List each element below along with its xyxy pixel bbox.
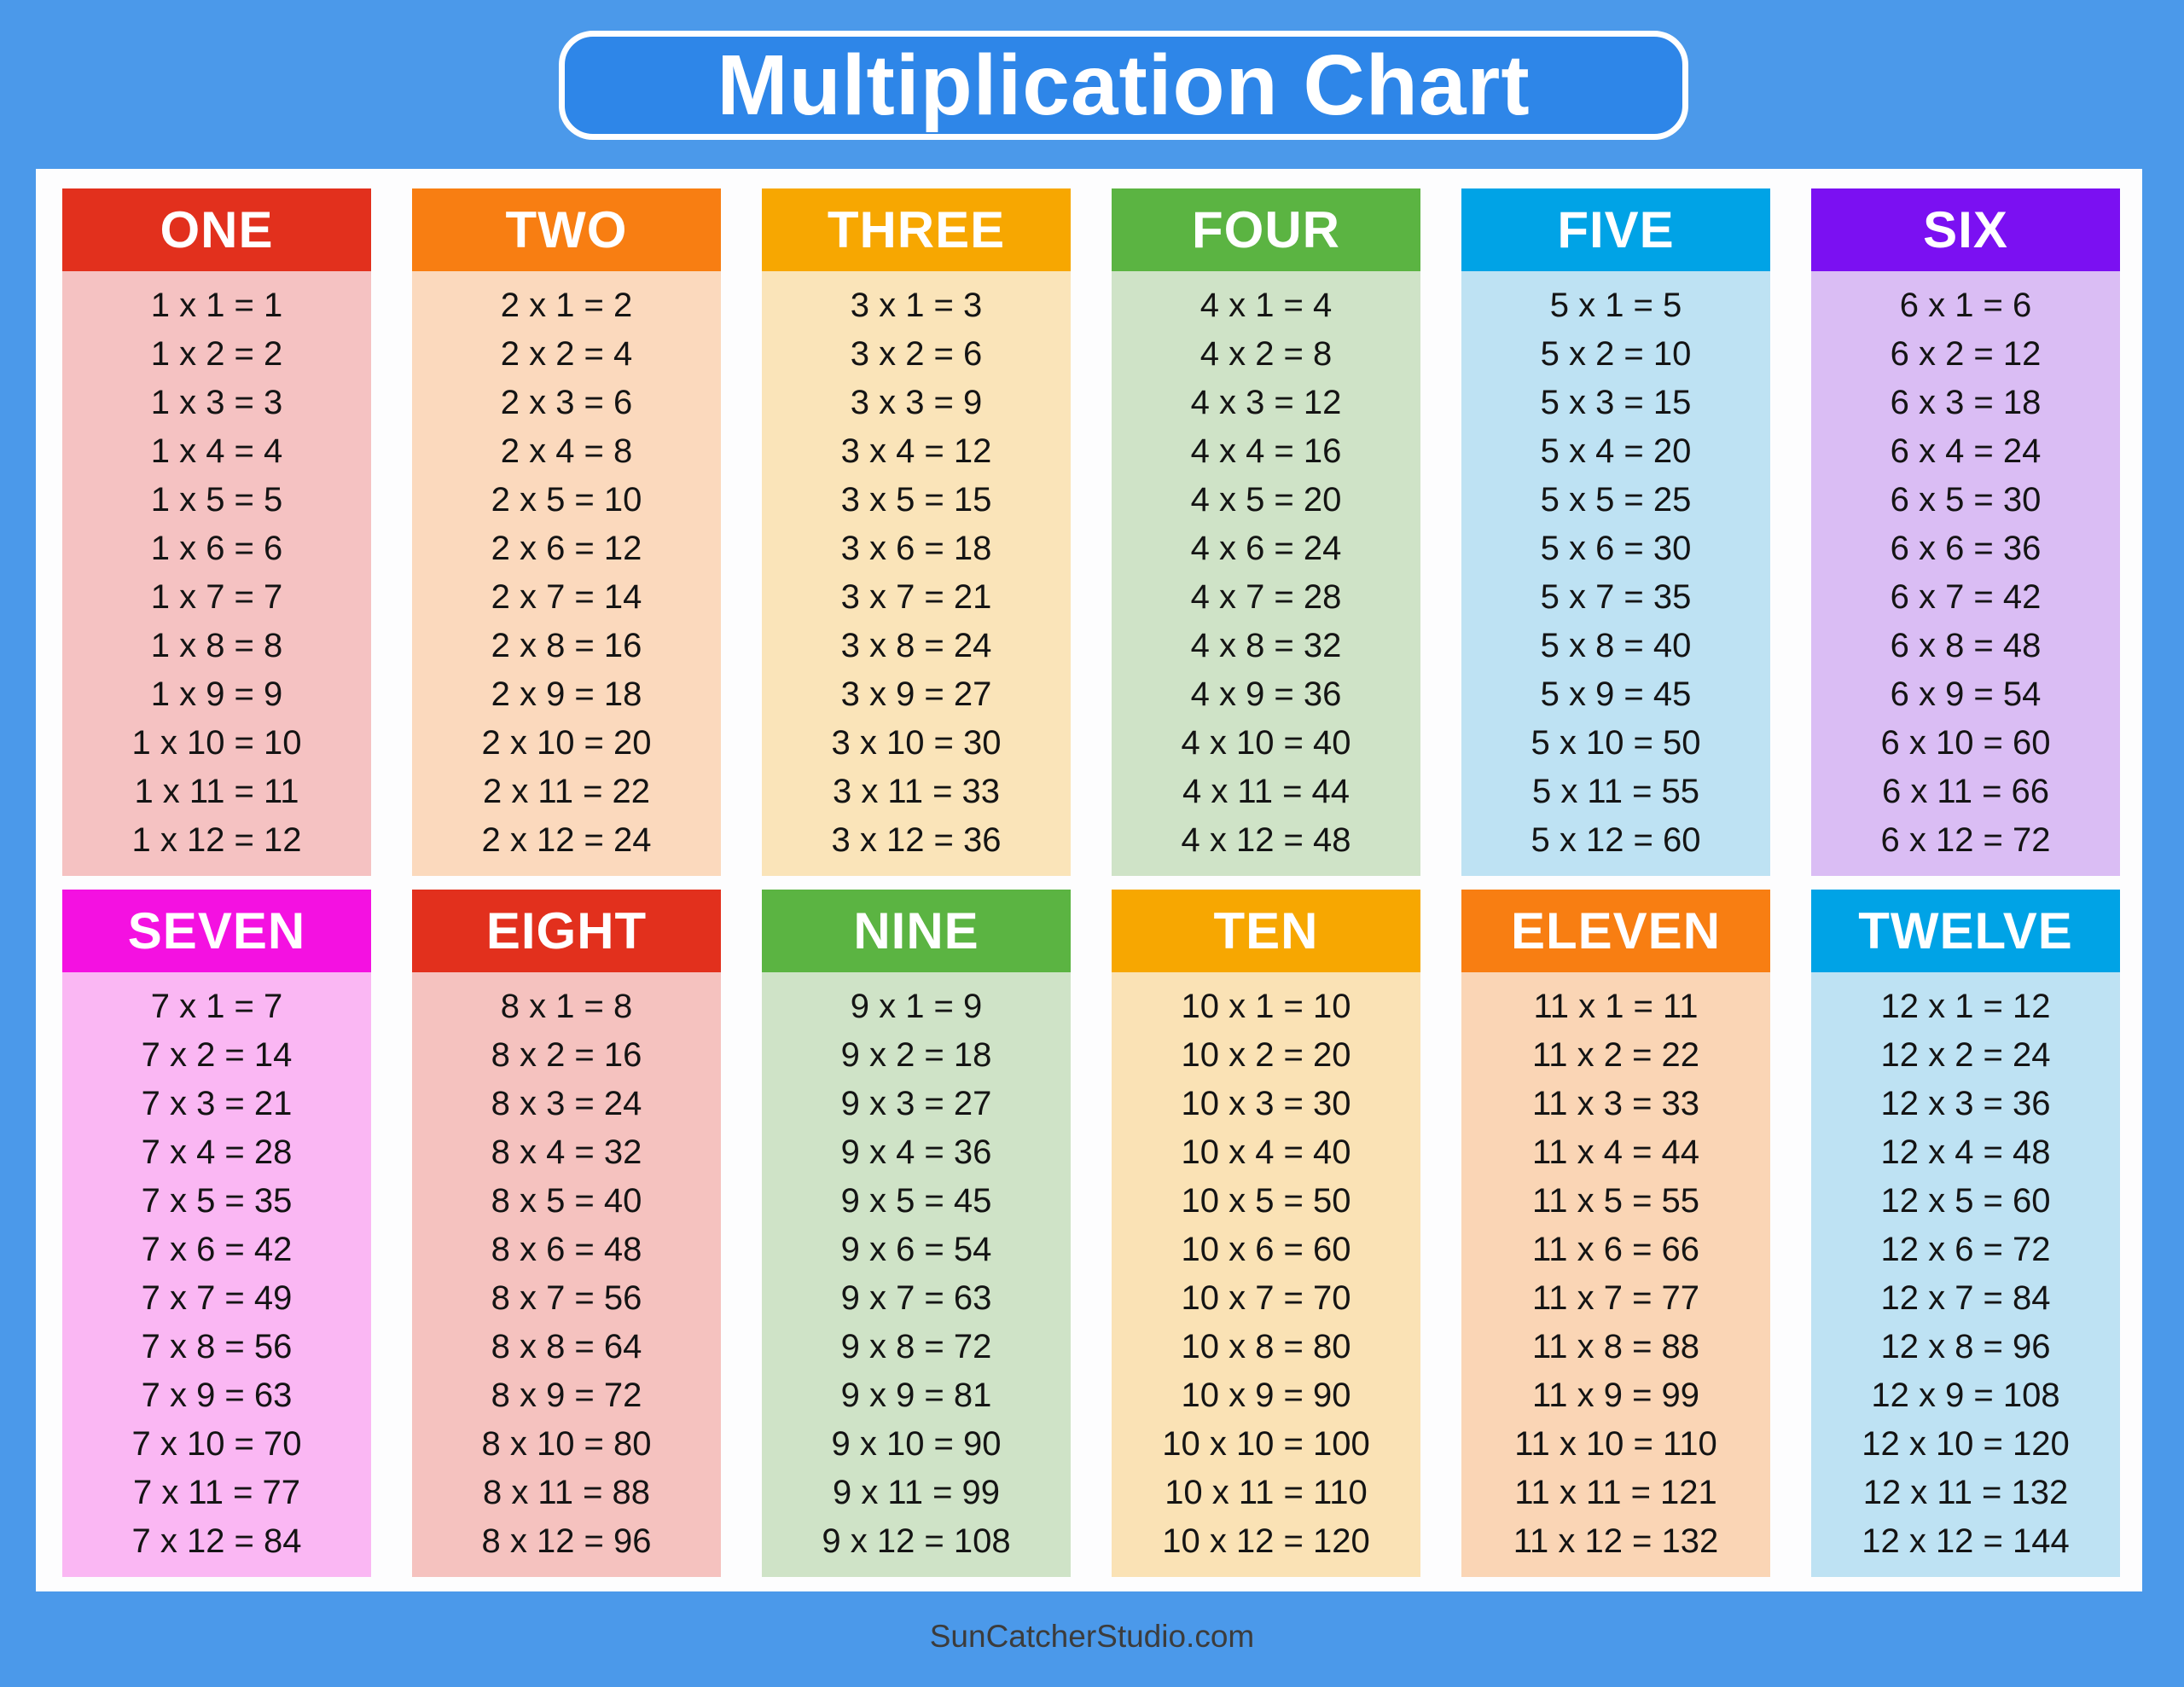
multiplication-fact: 10 x 7 = 70 — [1181, 1279, 1351, 1317]
multiplication-fact: 4 x 4 = 16 — [1190, 432, 1342, 470]
multiplication-fact: 7 x 8 = 56 — [141, 1328, 293, 1365]
multiplication-fact: 6 x 7 = 42 — [1890, 578, 2042, 616]
table-body — [1112, 972, 1420, 1577]
multiplication-fact: 9 x 5 = 45 — [840, 1182, 992, 1220]
multiplication-fact: 8 x 10 = 80 — [481, 1425, 652, 1463]
multiplication-fact: 4 x 11 = 44 — [1182, 773, 1350, 810]
multiplication-fact: 12 x 9 = 108 — [1871, 1377, 2060, 1414]
table-body — [1811, 271, 2120, 876]
multiplication-fact: 2 x 2 = 4 — [500, 335, 633, 373]
tables-grid — [62, 188, 2122, 1577]
multiplication-fact: 1 x 7 = 7 — [150, 578, 283, 616]
table-body — [412, 271, 721, 876]
multiplication-fact: 5 x 8 = 40 — [1540, 627, 1692, 664]
multiplication-fact: 5 x 11 = 55 — [1531, 773, 1700, 810]
multiplication-fact: 5 x 1 = 5 — [1549, 287, 1682, 324]
multiplication-fact: 11 x 2 = 22 — [1531, 1036, 1700, 1074]
multiplication-fact: 6 x 12 = 72 — [1880, 821, 2051, 859]
multiplication-fact: 7 x 3 = 21 — [141, 1085, 293, 1122]
multiplication-fact: 11 x 5 = 55 — [1531, 1182, 1700, 1220]
multiplication-fact: 2 x 5 = 10 — [491, 481, 642, 519]
multiplication-fact: 4 x 9 = 36 — [1190, 675, 1342, 713]
multiplication-fact: 5 x 5 = 25 — [1540, 481, 1692, 519]
table-header: THREE — [762, 188, 1071, 271]
multiplication-fact: 6 x 10 = 60 — [1880, 724, 2051, 762]
times-table-three — [762, 188, 1071, 876]
multiplication-fact: 8 x 3 = 24 — [491, 1085, 642, 1122]
multiplication-fact: 3 x 5 = 15 — [840, 481, 992, 519]
multiplication-fact: 5 x 6 = 30 — [1540, 530, 1692, 567]
table-header: ELEVEN — [1461, 890, 1770, 972]
times-table-twelve — [1811, 890, 2120, 1577]
table-header: TWELVE — [1811, 890, 2120, 972]
multiplication-fact: 9 x 7 = 63 — [840, 1279, 992, 1317]
multiplication-fact: 5 x 7 = 35 — [1540, 578, 1692, 616]
multiplication-fact: 9 x 4 = 36 — [840, 1133, 992, 1171]
multiplication-fact: 4 x 3 = 12 — [1190, 384, 1342, 421]
multiplication-fact: 12 x 5 = 60 — [1880, 1182, 2051, 1220]
multiplication-fact: 4 x 1 = 4 — [1199, 287, 1333, 324]
multiplication-fact: 3 x 12 = 36 — [831, 821, 1002, 859]
multiplication-fact: 12 x 2 = 24 — [1880, 1036, 2051, 1074]
multiplication-fact: 7 x 2 = 14 — [141, 1036, 293, 1074]
multiplication-fact: 9 x 1 = 9 — [850, 988, 983, 1025]
table-body — [1112, 271, 1420, 876]
multiplication-fact: 10 x 10 = 100 — [1162, 1425, 1370, 1463]
multiplication-fact: 3 x 8 = 24 — [840, 627, 992, 664]
times-table-six — [1811, 188, 2120, 876]
multiplication-fact: 7 x 6 = 42 — [141, 1231, 293, 1268]
times-table-four — [1112, 188, 1420, 876]
multiplication-fact: 11 x 3 = 33 — [1531, 1085, 1700, 1122]
multiplication-fact: 5 x 10 = 50 — [1531, 724, 1701, 762]
multiplication-fact: 9 x 10 = 90 — [831, 1425, 1002, 1463]
multiplication-fact: 11 x 6 = 66 — [1531, 1231, 1700, 1268]
multiplication-fact: 5 x 12 = 60 — [1531, 821, 1701, 859]
multiplication-fact: 12 x 1 = 12 — [1880, 988, 2051, 1025]
multiplication-fact: 6 x 9 = 54 — [1890, 675, 2042, 713]
multiplication-fact: 1 x 11 = 11 — [134, 773, 299, 810]
multiplication-fact: 2 x 7 = 14 — [491, 578, 642, 616]
multiplication-fact: 7 x 4 = 28 — [141, 1133, 293, 1171]
multiplication-fact: 11 x 11 = 121 — [1514, 1474, 1717, 1511]
multiplication-fact: 8 x 6 = 48 — [491, 1231, 642, 1268]
multiplication-fact: 12 x 6 = 72 — [1880, 1231, 2051, 1268]
tables-panel — [36, 169, 2142, 1591]
multiplication-fact: 10 x 5 = 50 — [1181, 1182, 1351, 1220]
multiplication-fact: 12 x 12 = 144 — [1862, 1522, 2070, 1560]
multiplication-fact: 1 x 12 = 12 — [131, 821, 302, 859]
multiplication-fact: 9 x 3 = 27 — [840, 1085, 992, 1122]
multiplication-fact: 11 x 7 = 77 — [1531, 1279, 1700, 1317]
multiplication-fact: 11 x 1 = 11 — [1533, 988, 1699, 1025]
multiplication-fact: 4 x 7 = 28 — [1190, 578, 1342, 616]
multiplication-fact: 10 x 6 = 60 — [1181, 1231, 1351, 1268]
multiplication-fact: 2 x 6 = 12 — [491, 530, 642, 567]
multiplication-fact: 5 x 4 = 20 — [1540, 432, 1692, 470]
multiplication-fact: 10 x 9 = 90 — [1181, 1377, 1351, 1414]
table-body — [1461, 972, 1770, 1577]
table-body — [1461, 271, 1770, 876]
multiplication-fact: 12 x 3 = 36 — [1880, 1085, 2051, 1122]
multiplication-fact: 6 x 1 = 6 — [1899, 287, 2032, 324]
multiplication-fact: 10 x 8 = 80 — [1181, 1328, 1351, 1365]
times-table-nine — [762, 890, 1071, 1577]
times-table-five — [1461, 188, 1770, 876]
multiplication-fact: 3 x 1 = 3 — [850, 287, 983, 324]
multiplication-fact: 11 x 9 = 99 — [1531, 1377, 1700, 1414]
multiplication-fact: 6 x 5 = 30 — [1890, 481, 2042, 519]
multiplication-fact: 11 x 12 = 132 — [1513, 1522, 1719, 1560]
multiplication-fact: 2 x 4 = 8 — [500, 432, 633, 470]
multiplication-fact: 5 x 2 = 10 — [1540, 335, 1692, 373]
multiplication-fact: 2 x 11 = 22 — [482, 773, 651, 810]
multiplication-fact: 2 x 1 = 2 — [500, 287, 633, 324]
multiplication-fact: 9 x 6 = 54 — [840, 1231, 992, 1268]
table-header: FIVE — [1461, 188, 1770, 271]
multiplication-fact: 2 x 12 = 24 — [481, 821, 652, 859]
table-header: TWO — [412, 188, 721, 271]
multiplication-fact: 4 x 2 = 8 — [1199, 335, 1333, 373]
multiplication-fact: 6 x 11 = 66 — [1881, 773, 2050, 810]
multiplication-fact: 1 x 2 = 2 — [150, 335, 283, 373]
multiplication-fact: 6 x 6 = 36 — [1890, 530, 2042, 567]
multiplication-fact: 10 x 4 = 40 — [1181, 1133, 1351, 1171]
multiplication-fact: 7 x 5 = 35 — [141, 1182, 293, 1220]
multiplication-fact: 1 x 9 = 9 — [150, 675, 283, 713]
title-box — [559, 31, 1688, 140]
multiplication-fact: 4 x 8 = 32 — [1190, 627, 1342, 664]
table-header: EIGHT — [412, 890, 721, 972]
multiplication-fact: 2 x 8 = 16 — [491, 627, 642, 664]
multiplication-fact: 3 x 4 = 12 — [840, 432, 992, 470]
multiplication-fact: 8 x 9 = 72 — [491, 1377, 642, 1414]
multiplication-fact: 8 x 1 = 8 — [500, 988, 633, 1025]
multiplication-fact: 3 x 6 = 18 — [840, 530, 992, 567]
multiplication-fact: 2 x 10 = 20 — [481, 724, 652, 762]
table-header: SEVEN — [62, 890, 371, 972]
multiplication-fact: 4 x 5 = 20 — [1190, 481, 1342, 519]
times-table-ten — [1112, 890, 1420, 1577]
multiplication-fact: 2 x 9 = 18 — [491, 675, 642, 713]
times-table-one — [62, 188, 371, 876]
multiplication-fact: 3 x 7 = 21 — [840, 578, 992, 616]
table-header: ONE — [62, 188, 371, 271]
multiplication-fact: 4 x 6 = 24 — [1190, 530, 1342, 567]
multiplication-fact: 12 x 4 = 48 — [1880, 1133, 2051, 1171]
multiplication-fact: 2 x 3 = 6 — [500, 384, 633, 421]
table-header: TEN — [1112, 890, 1420, 972]
multiplication-fact: 11 x 8 = 88 — [1531, 1328, 1700, 1365]
multiplication-fact: 5 x 9 = 45 — [1540, 675, 1692, 713]
multiplication-fact: 10 x 2 = 20 — [1181, 1036, 1351, 1074]
multiplication-fact: 8 x 2 = 16 — [491, 1036, 642, 1074]
table-body — [412, 972, 721, 1577]
multiplication-fact: 10 x 1 = 10 — [1181, 988, 1351, 1025]
multiplication-fact: 8 x 11 = 88 — [482, 1474, 651, 1511]
multiplication-fact: 6 x 8 = 48 — [1890, 627, 2042, 664]
table-body — [762, 271, 1071, 876]
multiplication-fact: 3 x 9 = 27 — [840, 675, 992, 713]
multiplication-fact: 3 x 10 = 30 — [831, 724, 1002, 762]
times-table-seven — [62, 890, 371, 1577]
multiplication-fact: 3 x 11 = 33 — [832, 773, 1001, 810]
multiplication-fact: 12 x 7 = 84 — [1880, 1279, 2051, 1317]
multiplication-fact: 9 x 9 = 81 — [840, 1377, 992, 1414]
multiplication-fact: 1 x 10 = 10 — [131, 724, 302, 762]
footer-credit: SunCatcherStudio.com — [929, 1619, 1255, 1654]
multiplication-fact: 9 x 12 = 108 — [822, 1522, 1011, 1560]
multiplication-fact: 8 x 4 = 32 — [491, 1133, 642, 1171]
multiplication-fact: 8 x 8 = 64 — [491, 1328, 642, 1365]
multiplication-fact: 3 x 3 = 9 — [850, 384, 983, 421]
multiplication-fact: 1 x 8 = 8 — [150, 627, 283, 664]
multiplication-fact: 5 x 3 = 15 — [1540, 384, 1692, 421]
multiplication-fact: 9 x 8 = 72 — [840, 1328, 992, 1365]
multiplication-fact: 8 x 12 = 96 — [481, 1522, 652, 1560]
multiplication-fact: 12 x 10 = 120 — [1862, 1425, 2070, 1463]
table-body — [62, 271, 371, 876]
multiplication-fact: 7 x 1 = 7 — [150, 988, 283, 1025]
times-table-eight — [412, 890, 721, 1577]
multiplication-fact: 8 x 5 = 40 — [491, 1182, 642, 1220]
multiplication-fact: 1 x 4 = 4 — [150, 432, 283, 470]
multiplication-fact: 11 x 10 = 110 — [1514, 1425, 1717, 1463]
multiplication-fact: 9 x 11 = 99 — [832, 1474, 1001, 1511]
multiplication-fact: 1 x 3 = 3 — [150, 384, 283, 421]
multiplication-fact: 4 x 10 = 40 — [1181, 724, 1351, 762]
multiplication-fact: 12 x 11 = 132 — [1862, 1474, 2069, 1511]
table-header: NINE — [762, 890, 1071, 972]
multiplication-fact: 4 x 12 = 48 — [1181, 821, 1351, 859]
multiplication-fact: 6 x 4 = 24 — [1890, 432, 2042, 470]
multiplication-fact: 10 x 11 = 110 — [1165, 1474, 1368, 1511]
table-header: FOUR — [1112, 188, 1420, 271]
table-body — [762, 972, 1071, 1577]
multiplication-fact: 7 x 7 = 49 — [141, 1279, 293, 1317]
multiplication-fact: 6 x 2 = 12 — [1890, 335, 2042, 373]
multiplication-fact: 7 x 9 = 63 — [141, 1377, 293, 1414]
multiplication-fact: 10 x 3 = 30 — [1181, 1085, 1351, 1122]
multiplication-fact: 10 x 12 = 120 — [1162, 1522, 1370, 1560]
multiplication-fact: 8 x 7 = 56 — [491, 1279, 642, 1317]
multiplication-fact: 1 x 1 = 1 — [150, 287, 283, 324]
multiplication-fact: 7 x 12 = 84 — [131, 1522, 302, 1560]
multiplication-fact: 12 x 8 = 96 — [1880, 1328, 2051, 1365]
multiplication-fact: 7 x 11 = 77 — [132, 1474, 301, 1511]
multiplication-fact: 6 x 3 = 18 — [1890, 384, 2042, 421]
times-table-eleven — [1461, 890, 1770, 1577]
multiplication-fact: 9 x 2 = 18 — [840, 1036, 992, 1074]
multiplication-fact: 11 x 4 = 44 — [1531, 1133, 1700, 1171]
multiplication-fact: 7 x 10 = 70 — [131, 1425, 302, 1463]
multiplication-fact: 1 x 5 = 5 — [150, 481, 283, 519]
page-title: Multiplication Chart — [717, 37, 1531, 133]
table-body — [62, 972, 371, 1577]
table-header: SIX — [1811, 188, 2120, 271]
multiplication-fact: 3 x 2 = 6 — [850, 335, 983, 373]
times-table-two — [412, 188, 721, 876]
table-body — [1811, 972, 2120, 1577]
multiplication-fact: 1 x 6 = 6 — [150, 530, 283, 567]
